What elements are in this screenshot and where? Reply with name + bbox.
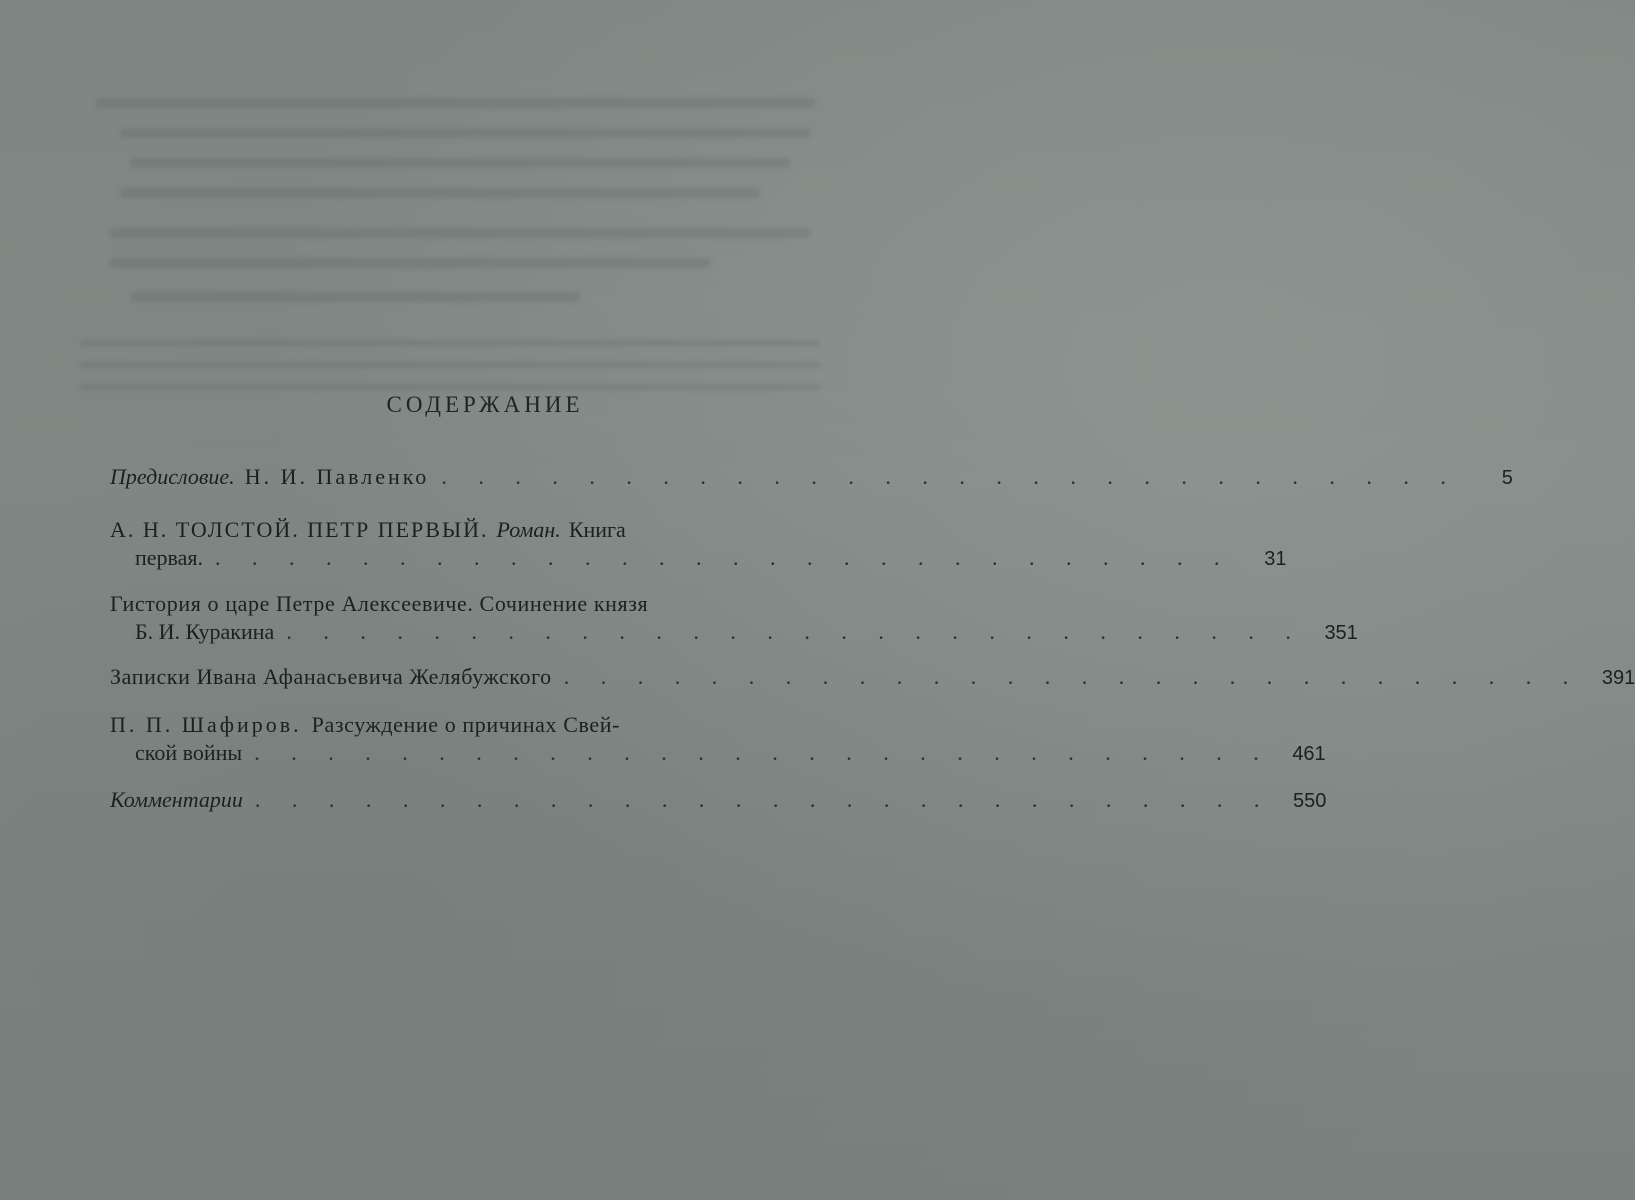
toc-entry-tolstoy — [110, 516, 1287, 572]
entry-title-text: Разсуждение о причинах Свей- — [311, 712, 621, 737]
toc-line — [110, 590, 855, 618]
dot-leader: . . . . . . . . . . . . . . . . . . . . . . . . . . . . — [563, 664, 1582, 689]
dot-leader: . . . . . . . . . . . . . . . . . . . . . . . . . . . . — [441, 464, 1459, 489]
toc-line — [110, 463, 1513, 491]
toc-line — [110, 786, 1327, 814]
entry-title-text: ской войны — [135, 740, 243, 765]
entry-title-text: первая. — [135, 545, 204, 570]
page-number: 5 — [1501, 467, 1513, 489]
toc-entry-shafirov — [110, 711, 1326, 767]
entry-author: А. Н. ТОЛСТОЙ. ПЕТР ПЕРВЫЙ. — [110, 517, 489, 542]
entry-author: Б. И. Куракина — [135, 619, 275, 644]
entry-italic-title: Комментарии — [110, 787, 243, 812]
entry-italic-title: Роман. — [496, 517, 561, 542]
toc-entry-zhelyabuzhsky — [110, 663, 1635, 691]
page-number: 31 — [1264, 548, 1287, 570]
toc-line — [110, 711, 855, 739]
entry-author: Н. И. Павленко — [244, 464, 430, 489]
dot-leader: . . . . . . . . . . . . . . . . . . . . . . . . . . . . — [254, 740, 1272, 765]
dot-leader: . . . . . . . . . . . . . . . . . . . . . . . . . . . . — [254, 787, 1273, 812]
toc-line — [110, 516, 855, 544]
page-number: 351 — [1324, 622, 1358, 644]
page-number: 391 — [1601, 667, 1635, 689]
toc-line — [110, 544, 1287, 572]
entry-italic-title: Предисловие. — [110, 464, 235, 489]
toc-entry-kurakin — [110, 590, 1358, 646]
entry-title-text: Книга — [568, 517, 626, 542]
toc-entry-commentary — [110, 786, 1327, 814]
entry-author: П. П. Шафиров. — [110, 712, 302, 737]
dot-leader: . . . . . . . . . . . . . . . . . . . . . . . . . . . . — [286, 619, 1304, 644]
toc-line — [110, 739, 1326, 767]
table-of-contents — [110, 380, 1635, 840]
dot-leader: . . . . . . . . . . . . . . . . . . . . . . . . . . . . — [215, 545, 1233, 570]
entry-title-text: Записки Ивана Афанасьевича Желябужского — [110, 664, 552, 689]
page-number: 550 — [1292, 790, 1327, 812]
contents-heading: СОДЕРЖАНИЕ — [386, 392, 584, 417]
toc-line — [110, 663, 1635, 691]
page-number: 461 — [1292, 743, 1326, 765]
toc-entry-preface — [110, 463, 1513, 491]
entry-title-text: Гистория о царе Петре Алексеевиче. Сочинение князя — [110, 591, 649, 616]
toc-line — [110, 618, 1358, 646]
